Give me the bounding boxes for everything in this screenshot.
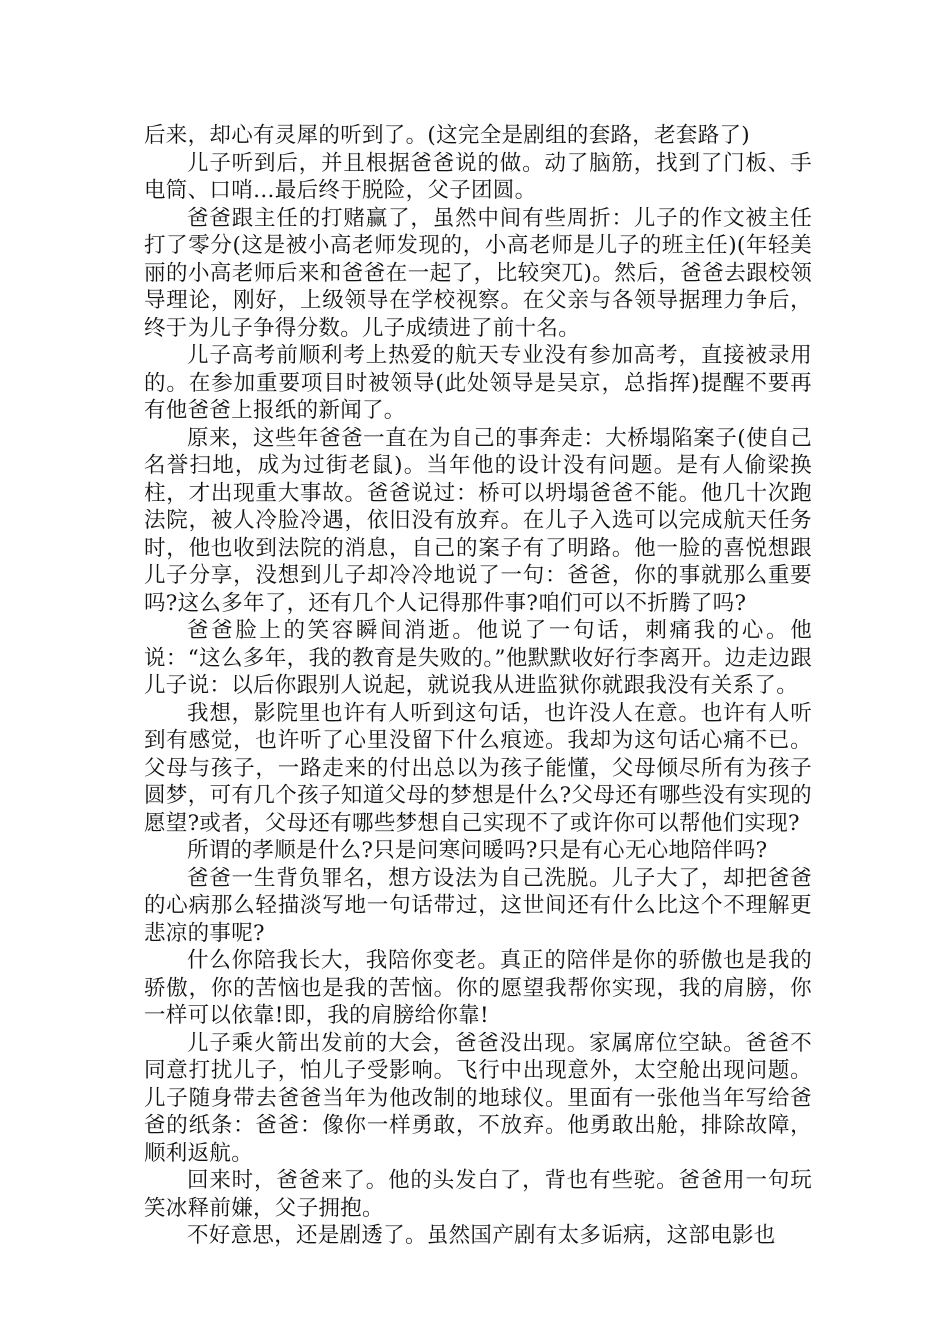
paragraph: 儿子高考前顺利考上热爱的航天专业没有参加高考，直接被录用的。在参加重要项目时被领导(此处领导是吴京，总指挥)提醒不要再有他爸爸上报纸的新闻了。 xyxy=(144,343,812,423)
paragraph: 爸爸跟主任的打赌赢了，虽然中间有些周折：儿子的作文被主任打了零分(这是被小高老师发现的，小高老师是儿子的班主任)(年轻美丽的小高老师后来和爸爸在一起了，比较突兀)。然后，爸爸去跟校领导理论，刚好，上级领导在学校视察。在父亲与各领导据理力争后，终于为儿子争得分数。儿子成绩进了前十名。 xyxy=(144,205,812,341)
paragraph: 爸爸脸上的笑容瞬间消逝。他说了一句话，刺痛我的心。他说：“这么多年，我的教育是失败的。”他默默收好行李离开。边走边跟儿子说：以后你跟别人说起，就说我从进监狱你就跟我没有关系了。 xyxy=(144,618,812,698)
paragraph: 什么你陪我长大，我陪你变老。真正的陪伴是你的骄傲也是我的骄傲，你的苦恼也是我的苦恼。你的愿望我帮你实现，我的肩膀，你一样可以依靠!即，我的肩膀给你靠! xyxy=(144,948,812,1028)
paragraph: 回来时，爸爸来了。他的头发白了，背也有些驼。爸爸用一句玩笑冰释前嫌，父子拥抱。 xyxy=(144,1168,812,1221)
paragraph: 儿子听到后，并且根据爸爸说的做。动了脑筋，找到了门板、手电筒、口哨…最后终于脱险，父子团圆。 xyxy=(144,150,812,203)
paragraph: 原来，这些年爸爸一直在为自己的事奔走：大桥塌陷案子(使自己名誉扫地，成为过街老鼠)。当年他的设计没有问题。是有人偷梁换柱，才出现重大事故。爸爸说过：桥可以坍塌爸爸不能。他几十次跑法院，被人冷脸冷遇，依旧没有放弃。在儿子入选可以完成航天任务时，他也收到法院的消息，自己的案子有了明路。他一脸的喜悦想跟儿子分享，没想到儿子却冷冷地说了一句：爸爸，你的事就那么重要吗?这么多年了，还有几个人记得那件事?咱们可以不折腾了吗? xyxy=(144,425,812,616)
paragraph-truncated: 不好意思，还是剧透了。虽然国产剧有太多诟病，这部电影也 xyxy=(187,1223,776,1248)
paragraph: 爸爸一生背负罪名，想方设法为自己洗脱。儿子大了，却把爸爸的心病那么轻描淡写地一句话带过，这世间还有什么比这个不理解更悲凉的事呢? xyxy=(144,865,812,946)
paragraph-continuation: 后来，却心有灵犀的听到了。(这完全是剧组的套路，老套路了) xyxy=(144,123,750,148)
paragraph: 所谓的孝顺是什么?只是问寒问暖吗?只是有心无心地陪伴吗? xyxy=(187,838,768,863)
paragraph: 儿子乘火箭出发前的大会，爸爸没出现。家属席位空缺。爸爸不同意打扰儿子，怕儿子受影响。飞行中出现意外，太空舱出现问题。儿子随身带去爸爸当年为他改制的地球仪。里面有一张他当年写给爸爸的纸条：爸爸：像你一样勇敢，不放弃。他勇敢出舱，排除故障，顺利返航。 xyxy=(144,1030,812,1166)
paragraph: 我想，影院里也许有人听到这句话，也许没人在意。也许有人听到有感觉，也许听了心里没留下什么痕迹。我却为这句话心痛不已。父母与孩子，一路走来的付出总以为孩子能懂，父母倾尽所有为孩子圆梦，可有几个孩子知道父母的梦想是什么?父母还有哪些没有实现的愿望?或者，父母还有哪些梦想自己实现不了或许你可以帮他们实现? xyxy=(144,700,812,836)
document-body xyxy=(144,122,812,1250)
